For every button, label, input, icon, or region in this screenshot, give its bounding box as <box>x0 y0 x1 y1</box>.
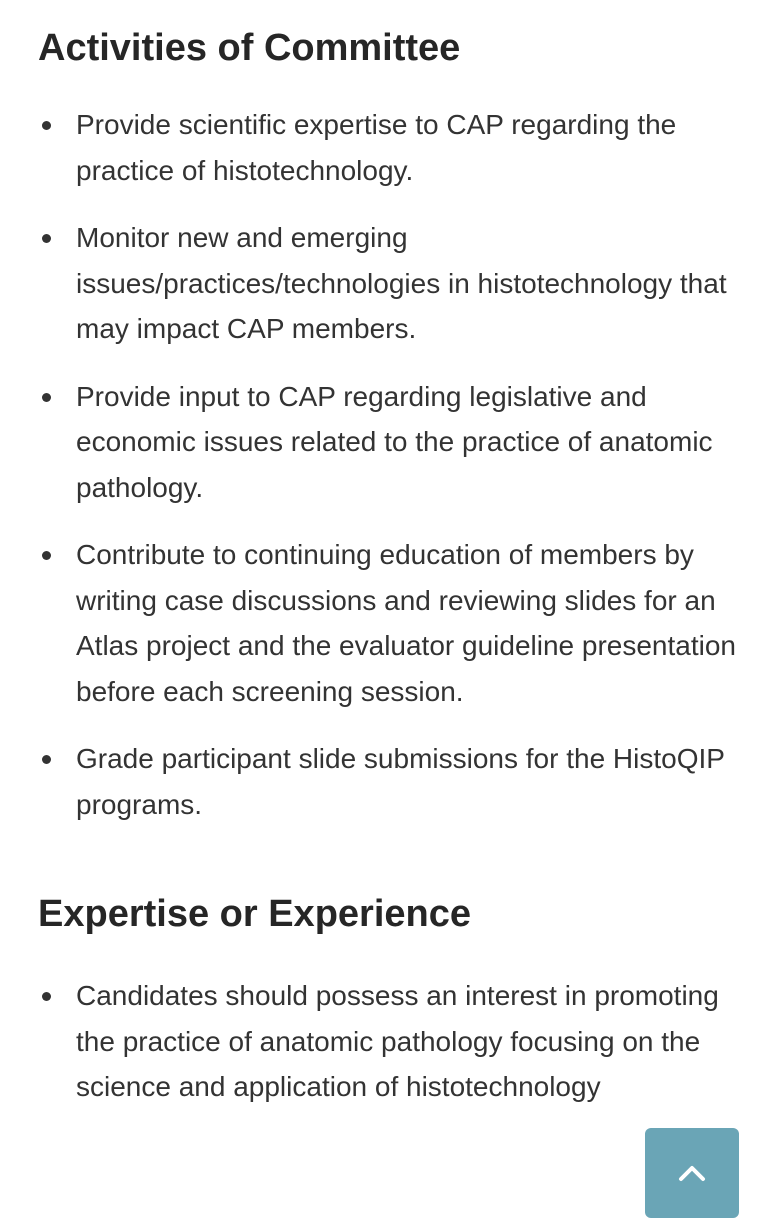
bullet-icon <box>42 121 51 130</box>
section-heading: Expertise or Experience <box>38 893 471 935</box>
main-content <box>38 0 738 1132</box>
chevron-up-icon <box>678 1164 706 1182</box>
list-item-text: Monitor new and emerging issues/practices/technologies in histotechnology that may impact CAP members. <box>76 222 727 344</box>
bullet-icon <box>42 755 51 764</box>
bullet-icon <box>42 992 51 1001</box>
list-item <box>38 374 738 511</box>
list-item-text: Candidates should possess an interest in promoting the practice of anatomic pathology focusing on the science and application of histotechnology <box>76 980 719 1102</box>
expertise-section <box>38 891 738 1110</box>
list-item-text: Grade participant slide submissions for the HistoQIP programs. <box>76 743 725 820</box>
bullet-icon <box>42 393 51 402</box>
section-heading: Activities of Committee <box>38 27 461 69</box>
list-item-text: Provide scientific expertise to CAP regarding the practice of histotechnology. <box>76 109 677 186</box>
activities-section <box>38 0 738 827</box>
list-item <box>38 532 738 714</box>
expertise-list <box>38 973 738 1110</box>
list-item <box>38 973 738 1110</box>
activities-list <box>38 102 738 827</box>
bullet-icon <box>42 551 51 560</box>
list-item <box>38 215 738 352</box>
list-item <box>38 102 738 193</box>
bullet-icon <box>42 234 51 243</box>
list-item <box>38 736 738 827</box>
list-item-text: Contribute to continuing education of members by writing case discussions and reviewing slides for an Atlas project and the evaluator guideline presentation before each screening session. <box>76 539 736 707</box>
back-to-top-button[interactable] <box>645 1128 739 1218</box>
list-item-text: Provide input to CAP regarding legislative and economic issues related to the practice of anatomic pathology. <box>76 380 713 503</box>
